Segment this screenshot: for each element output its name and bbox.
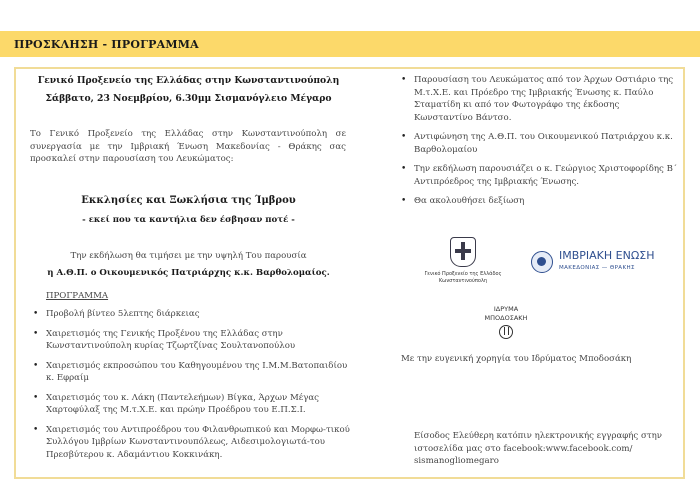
event-date-heading: Σάββατο, 23 Νοεμβρίου, 6.30μμ Σισμανόγλειο Μέγαρο bbox=[45, 93, 332, 104]
program-label: ΠΡΟΓΡΑΜΜΑ bbox=[46, 291, 109, 301]
right-column bbox=[361, 69, 683, 477]
imvros-union-name: ΙΜΒΡΙΑΚΗ ΕΝΩΣΗ bbox=[559, 249, 655, 262]
program-item: • Αντιφώνηση της Α.Θ.Π. του Οικουμενικού Πατριάρχου κ.κ. Βαρθολομαίου bbox=[400, 131, 678, 156]
intro-paragraph: Το Γενικό Προξενείο της Ελλάδας στην Κωνσταντινούπολη σε συνεργασία με την Ιμβριακή Ένωση Μακεδονίας - Θράκης σας προσκαλεί στην παρουσίαση του Λευκώματος: bbox=[30, 129, 346, 164]
imvros-union-logo bbox=[531, 249, 681, 279]
consulate-logo bbox=[423, 237, 503, 285]
program-item: • Προβολή βίντεο 5λεπτης διάρκειας bbox=[32, 308, 352, 321]
program-item: • Παρουσίαση του Λευκώματος από τον Άρχων Οστιάριο της Μ.τ.Χ.Ε. και Πρόεδρο της Ιμβριακής Ένωσης κ. Παύλο Σταματίδη κι από τον Φωτογράφο της έκδοσης Κωνσταντίνο Βάντσο. bbox=[400, 74, 678, 124]
imvros-seal-icon bbox=[531, 251, 553, 273]
program-item: • Την εκδήλωση παρουσιάζει ο κ. Γεώργιος Χριστοφορίδης Β΄ Αντιπρόεδρος της Ιμβριακής Ένωσης. bbox=[400, 163, 678, 188]
program-item: • Χαιρετισμός του Αντιπροέδρου του Φιλανθρωπικού και Μορφω-τικού Συλλόγου Ιμβρίων Κωνσταντινουπόλεως, Αιδεσιμολογιωτά-του Πρεσβύτερου κ. Αδαμάντιου Κοκκινάκη. bbox=[32, 424, 352, 462]
entry-info: Είσοδος Ελεύθερη κατόπιν ηλεκτρονικής εγγραφής στην ιστοσελίδα μας στο facebook:www.facebook.com/ sismanogliomegaro bbox=[414, 431, 662, 466]
album-subtitle: - εκεί που τα καντήλια δεν έσβησαν ποτέ - bbox=[82, 215, 295, 225]
consulate-logo-line1: Γενικό Προξενείο της Ελλάδος bbox=[424, 271, 502, 277]
logos-area bbox=[361, 229, 683, 369]
invitation-box bbox=[14, 67, 685, 479]
title-banner bbox=[0, 31, 700, 57]
consulate-heading: Γενικό Προξενείο της Ελλάδας στην Κωνσταντινούπολη bbox=[37, 75, 340, 86]
consulate-logo-line2: Κωνσταντινούπολη bbox=[438, 278, 488, 284]
foundation-monogram-icon bbox=[499, 325, 513, 339]
album-title: Εκκλησίες και Ξωκλήσια της Ίμβρου bbox=[81, 195, 296, 206]
program-list-continued bbox=[400, 74, 678, 215]
program-item: • Χαιρετισμός εκπροσώπου του Καθηγουμένου της Ι.Μ.Μ.Βατοπαιδίου κ. Εφραίμ bbox=[32, 360, 352, 385]
greek-coat-of-arms-icon bbox=[450, 237, 476, 267]
program-item: • Χαιρετισμός της Γενικής Προξένου της Ελλάδας στην Κωνσταντινούπολη κυρίας Τζωρτζίνας Σουλτανοπούλου bbox=[32, 328, 352, 353]
page-title: ΠΡΟΣΚΛΗΣΗ - ΠΡΟΓΡΑΜΜΑ bbox=[14, 37, 199, 51]
bodossaki-foundation-logo bbox=[461, 305, 551, 339]
foundation-line1: ΙΔΡΥΜΑ bbox=[493, 305, 519, 313]
program-list bbox=[32, 308, 352, 468]
imvros-union-subtitle: ΜΑΚΕΔΟΝΙΑΣ — ΘΡΑΚΗΣ bbox=[559, 265, 635, 271]
program-item: • Χαιρετισμός του κ. Λάκη (Παντελεήμων) Βίγκα, Άρχων Μέγας Χαρτοφύλαξ της Μ.τ.Χ.Ε. και πρώην Προέδρου του Ε.Π.Σ.Ι. bbox=[32, 392, 352, 417]
sponsor-text: Με την ευγενική χορηγία του Ιδρύματος Μποδοσάκη bbox=[401, 354, 632, 364]
foundation-line2: ΜΠΟΔΟΣΑΚΗ bbox=[484, 314, 528, 322]
program-item: • Θα ακολουθήσει δεξίωση bbox=[400, 195, 678, 208]
honor-line: Την εκδήλωση θα τιμήσει με την υψηλή Του παρουσία bbox=[70, 251, 307, 261]
patriarch-line: η Α.Θ.Π. ο Οικουμενικός Πατριάρχης κ.κ. Βαρθολομαίος. bbox=[47, 268, 330, 278]
left-column bbox=[16, 69, 361, 477]
